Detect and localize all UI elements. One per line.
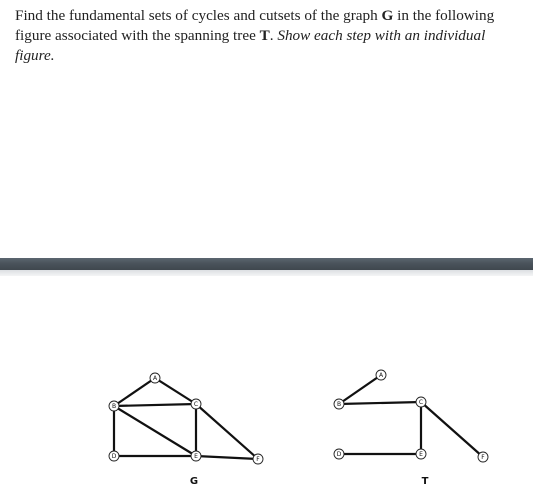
node-label: F — [481, 453, 485, 461]
node-label: C — [193, 400, 199, 408]
edge-b-c — [339, 402, 421, 404]
node-b — [334, 399, 344, 409]
node-c — [191, 399, 201, 409]
spanning-tree-t — [334, 370, 488, 462]
question-text — [15, 6, 527, 66]
question-part3: . — [269, 27, 278, 44]
node-label: B — [336, 400, 342, 408]
section-divider — [0, 258, 533, 270]
node-label: B — [111, 402, 117, 410]
node-f — [253, 454, 263, 464]
node-d — [334, 449, 344, 459]
graph-g-caption: G — [189, 476, 199, 487]
edge-a-b — [339, 375, 381, 404]
edge-a-c — [155, 378, 196, 404]
node-a — [150, 373, 160, 383]
question-part1: Find the fundamental sets of cycles and cutsets of the graph — [15, 7, 382, 24]
node-label: D — [336, 450, 342, 458]
node-e — [191, 451, 201, 461]
node-a — [376, 370, 386, 380]
tree-symbol: T — [259, 27, 270, 44]
question-part2: in the following figure associated with the spanning tree — [15, 7, 495, 44]
edge-e-f — [196, 456, 258, 459]
question-instruction: Show each step with an individual figure. — [15, 27, 486, 64]
node-label: C — [418, 398, 424, 406]
node-e — [416, 449, 426, 459]
node-label: F — [256, 455, 260, 463]
edge-a-b — [114, 378, 155, 406]
node-label: A — [378, 371, 384, 379]
node-c — [416, 397, 426, 407]
edge-c-f — [421, 402, 483, 457]
node-f — [478, 452, 488, 462]
tree-t-caption: T — [421, 476, 429, 487]
node-label: E — [419, 450, 423, 458]
edge-b-e — [114, 406, 196, 456]
edge-b-c — [114, 404, 196, 406]
node-label: A — [152, 374, 158, 382]
node-b — [109, 401, 119, 411]
node-d — [109, 451, 119, 461]
node-label: E — [194, 452, 198, 460]
graph-g-figure — [0, 276, 533, 497]
edge-c-f — [196, 404, 258, 459]
graph-g — [109, 373, 263, 464]
figure-area — [0, 276, 533, 497]
graph-symbol: G — [381, 7, 394, 24]
node-label: D — [111, 452, 117, 460]
